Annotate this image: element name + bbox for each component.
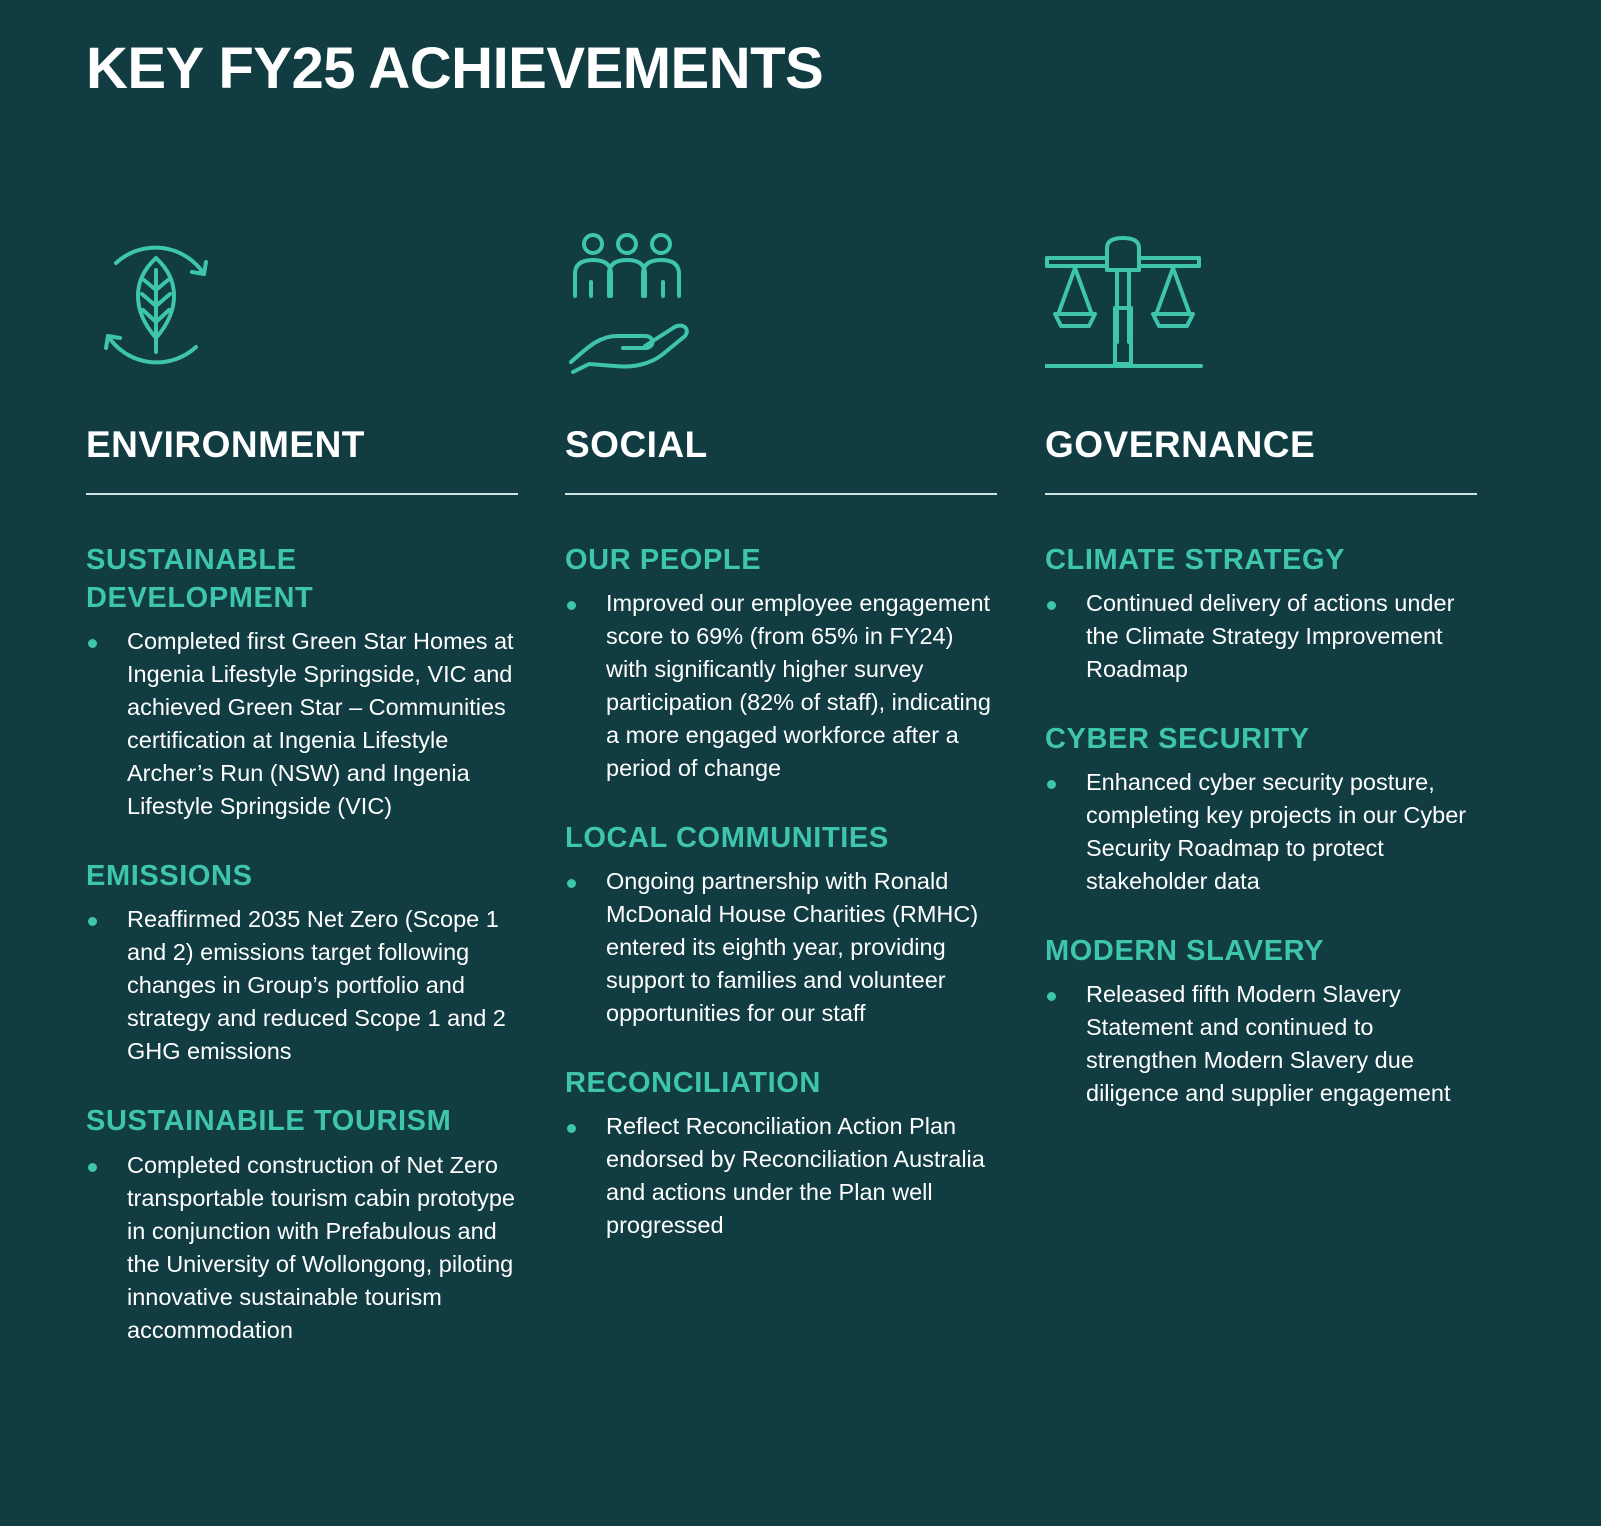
section-title: RECONCILIATION xyxy=(565,1067,821,1100)
section-emissions xyxy=(86,857,518,1068)
scales-icon xyxy=(1045,230,1477,380)
divider xyxy=(86,493,518,495)
section-modern-slavery xyxy=(1045,932,1477,1110)
section-our-people xyxy=(565,541,997,785)
bullet-item xyxy=(565,865,997,1030)
bullet-item xyxy=(1045,766,1477,898)
section-cyber-security xyxy=(1045,720,1477,898)
bullet-item xyxy=(86,903,518,1068)
section-title: LOCAL COMMUNITIES xyxy=(565,821,889,854)
section-title: CLIMATE STRATEGY xyxy=(1045,543,1346,576)
section-title: OUR PEOPLE xyxy=(565,543,762,576)
bullet-text: Continued delivery of actions under the Climate Strategy Improvement Roadmap xyxy=(1086,589,1455,682)
social-column xyxy=(565,230,997,1276)
bullet-text: Ongoing partnership with Ronald McDonald House Charities (RMHC) entered its eighth year, providing support to families and volunteer opportunities for our staff xyxy=(606,868,979,1027)
bullet-dot-icon xyxy=(1047,780,1056,789)
bullet-dot-icon xyxy=(567,1124,576,1133)
bullet-dot-icon xyxy=(1047,601,1056,610)
bullet-dot-icon xyxy=(88,1163,97,1172)
bullet-text: Reflect Reconciliation Action Plan endorsed by Reconciliation Australia and actions under the Plan well progressed xyxy=(606,1113,985,1239)
pillar-heading-social: SOCIAL xyxy=(565,424,708,465)
section-climate-strategy xyxy=(1045,541,1477,686)
people-hand-icon xyxy=(565,230,997,380)
bullet-text: Completed construction of Net Zero transportable tourism cabin prototype in conjunction with Prefabulous and the University of Wollongong, piloting innovative sustainable tourism accommodation xyxy=(127,1151,515,1343)
section-reconciliation xyxy=(565,1064,997,1242)
bullet-item xyxy=(86,625,518,823)
bullet-dot-icon xyxy=(88,639,97,648)
leaf-cycle-icon xyxy=(86,230,518,380)
governance-column xyxy=(1045,230,1477,1144)
section-title: SUSTAINABLE DEVELOPMENT xyxy=(86,543,314,614)
pillar-heading-governance: GOVERNANCE xyxy=(1045,424,1316,465)
pillar-heading-environment: ENVIRONMENT xyxy=(86,424,365,465)
bullet-text: Released fifth Modern Slavery Statement and continued to strengthen Modern Slavery due diligence and supplier engagement xyxy=(1086,981,1451,1107)
section-title: SUSTAINABILE TOURISM xyxy=(86,1105,452,1138)
bullet-item xyxy=(565,1110,997,1242)
bullet-text: Reaffirmed 2035 Net Zero (Scope 1 and 2) emissions target following changes in Group’s portfolio and strategy and reduced Scope 1 and 2 GHG emissions xyxy=(127,906,506,1065)
bullet-text: Improved our employee engagement score to 69% (from 65% in FY24) with significantly higher survey participation (82% of staff), indicating a more engaged workforce after a period of change xyxy=(606,589,991,781)
page-title: KEY FY25 ACHIEVEMENTS xyxy=(86,36,824,101)
section-local-communities xyxy=(565,819,997,1030)
divider xyxy=(1045,493,1477,495)
bullet-item xyxy=(565,587,997,785)
section-title: MODERN SLAVERY xyxy=(1045,935,1325,968)
bullet-dot-icon xyxy=(567,601,576,610)
section-title: EMISSIONS xyxy=(86,860,253,893)
bullet-text: Completed first Green Star Homes at Ingenia Lifestyle Springside, VIC and achieved Green Star – Communities certification at Ingenia Lifestyle Archer’s Run (NSW) and Ingenia Lifestyle Springside (VIC) xyxy=(127,628,514,820)
bullet-item xyxy=(86,1149,518,1347)
bullet-dot-icon xyxy=(88,917,97,926)
bullet-dot-icon xyxy=(567,879,576,888)
environment-column xyxy=(86,230,518,1381)
section-sustainable-tourism xyxy=(86,1102,518,1346)
bullet-item xyxy=(1045,978,1477,1110)
divider xyxy=(565,493,997,495)
bullet-item xyxy=(1045,587,1477,686)
bullet-dot-icon xyxy=(1047,992,1056,1001)
section-title: CYBER SECURITY xyxy=(1045,722,1310,755)
bullet-text: Enhanced cyber security posture, completing key projects in our Cyber Security Roadmap to protect stakeholder data xyxy=(1086,769,1467,895)
section-sustainable-development xyxy=(86,541,518,824)
